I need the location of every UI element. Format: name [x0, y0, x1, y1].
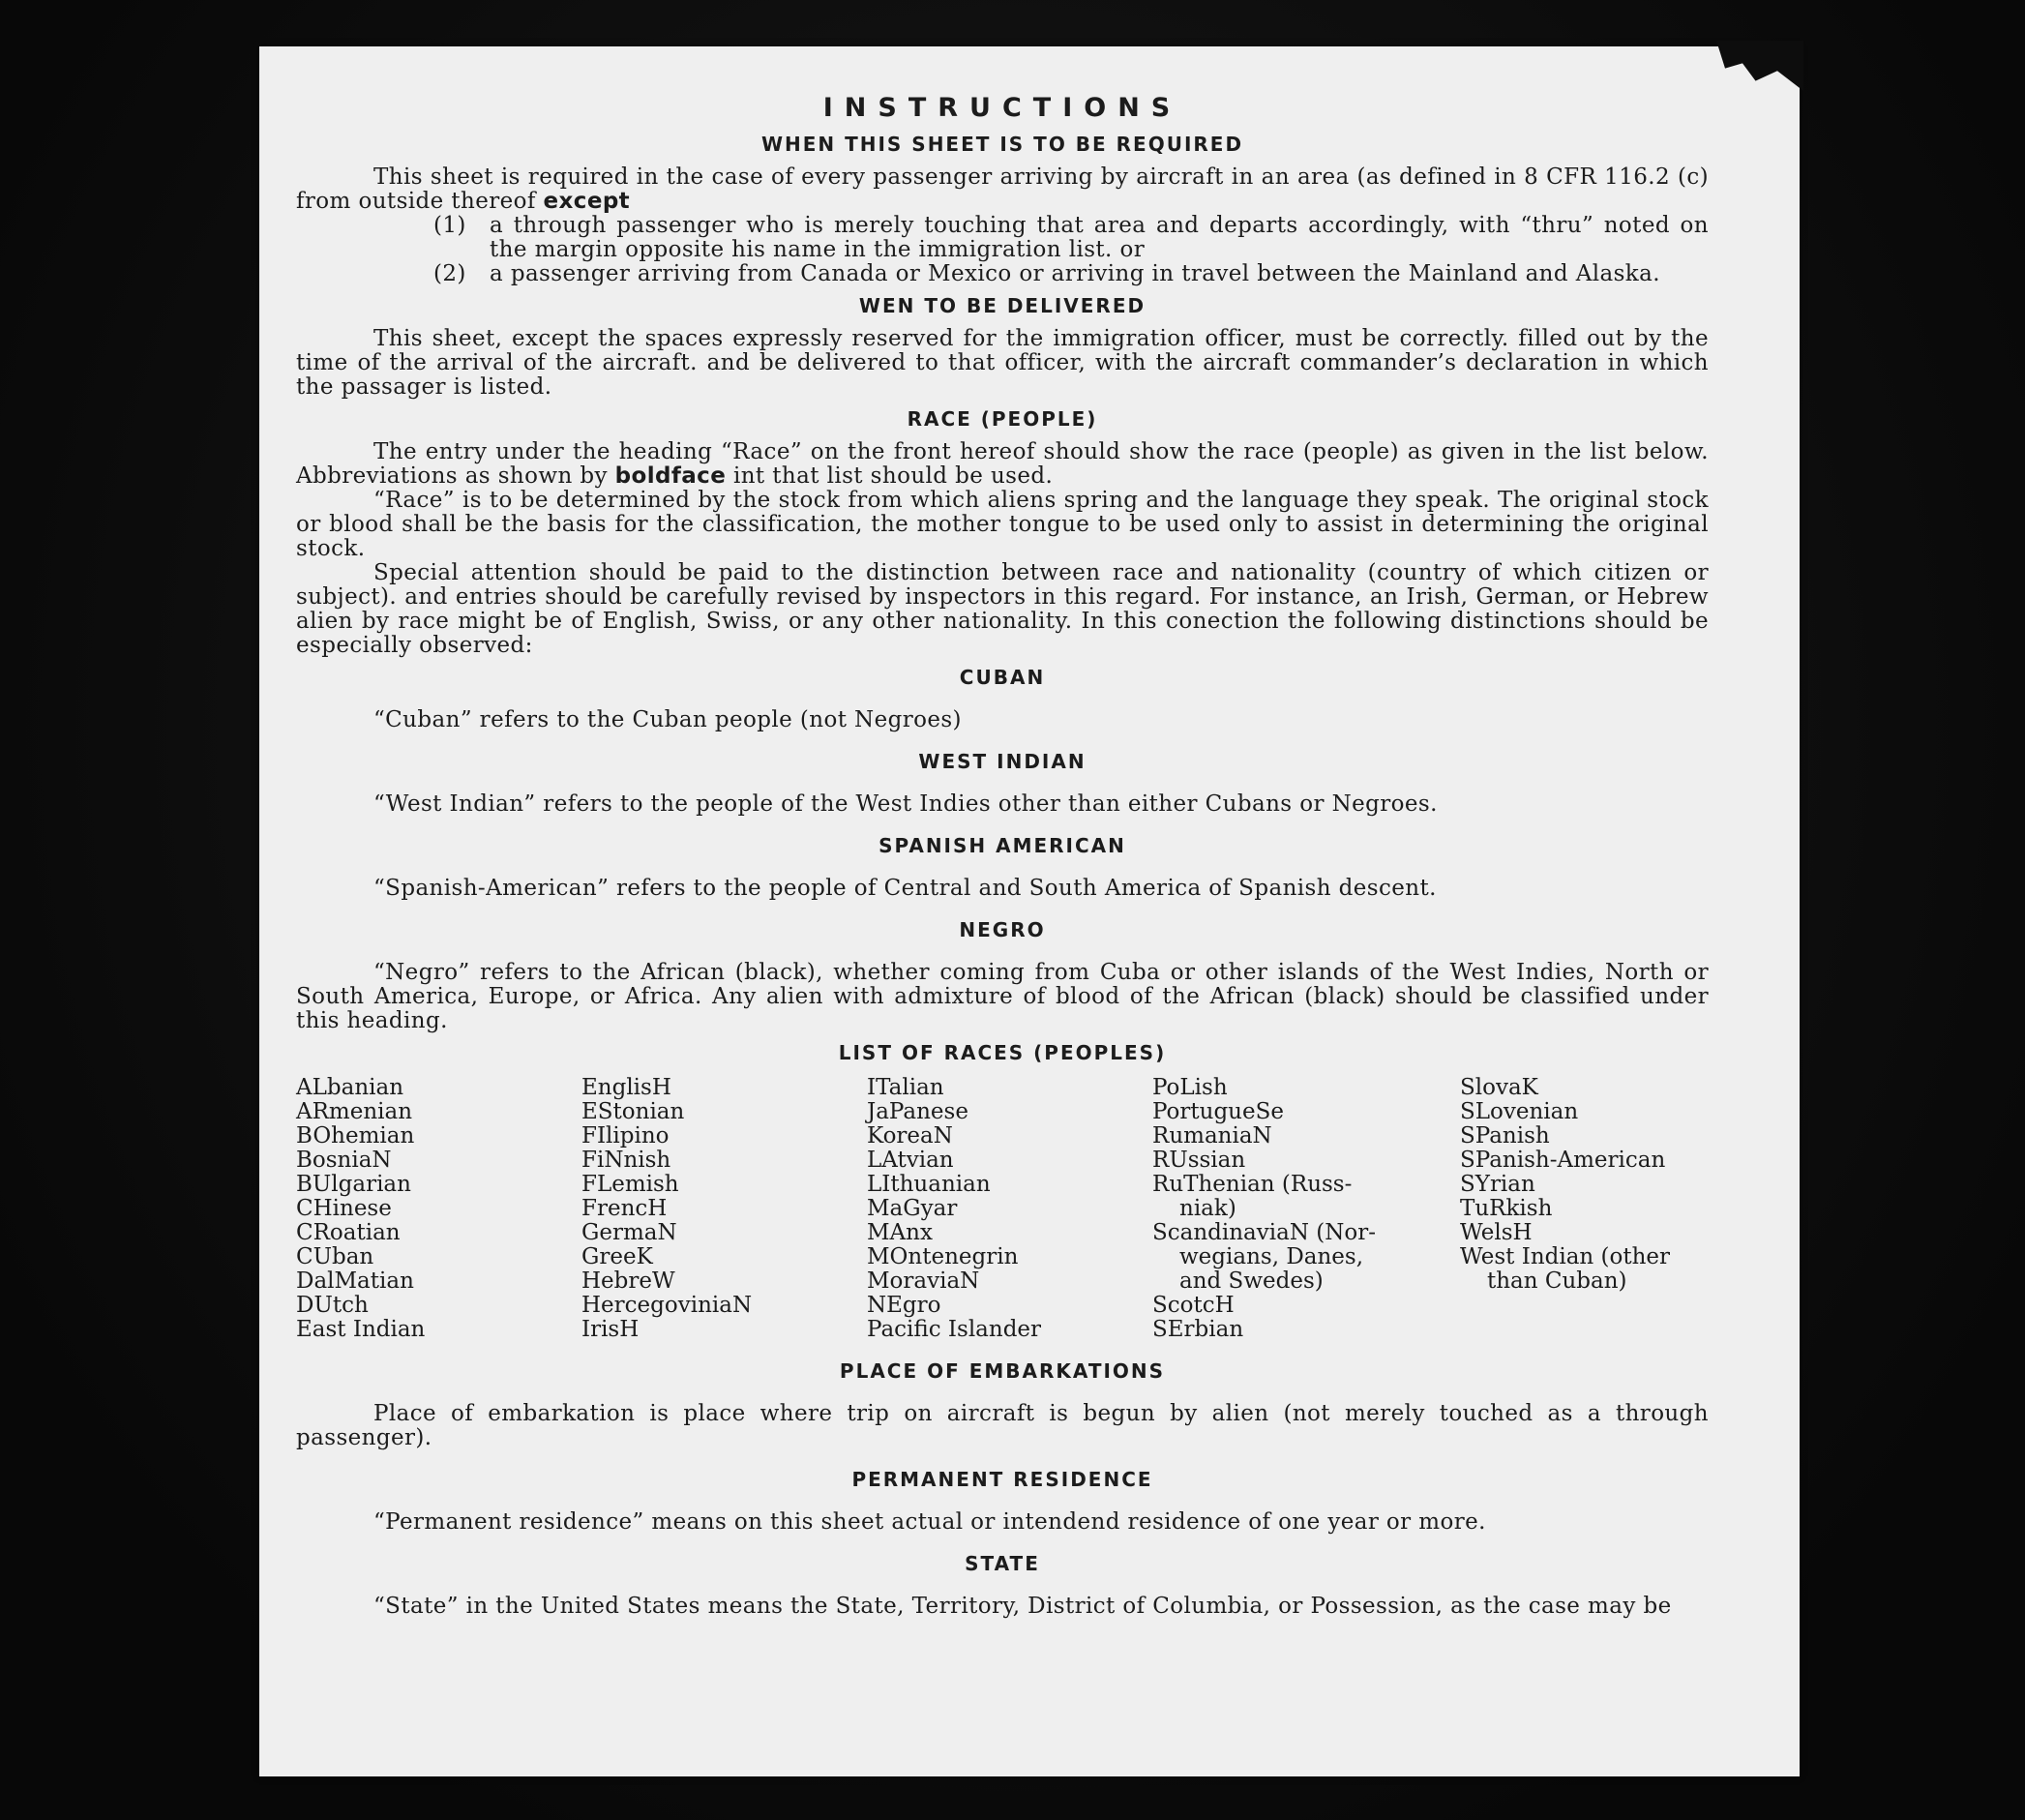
west-indian-text: “West Indian” refers to the people of the West Indies other than either Cubans or Negroes.: [373, 791, 1438, 817]
list-item: SYrian: [1460, 1172, 1535, 1197]
list-item: ITalian: [867, 1075, 944, 1100]
list-item: wegians, Danes,: [1179, 1244, 1364, 1269]
list-item: FrencH: [581, 1196, 668, 1221]
list-item: FIlipino: [581, 1123, 670, 1149]
list-item: EStonian: [581, 1099, 685, 1124]
race-paragraph-3: Special attention should be paid to the distinction between race and nationality (country of which citizen or subject). and entries should be carefully revised by inspectors in this regard. For instance, an Irish, German, or Hebrew alien by race might be of English, Swiss, or any other nationality. In this conection the following distinctions should be especially observed:: [296, 560, 1709, 658]
heading-west-indian: WEST INDIAN: [918, 750, 1087, 773]
heading-state: STATE: [965, 1552, 1040, 1575]
list-item: GermaN: [581, 1220, 677, 1245]
heading-delivered: WEN TO BE DELIVERED: [858, 294, 1147, 317]
heading-negro: NEGRO: [959, 918, 1046, 941]
races-column-5: [1460, 1076, 1712, 1342]
required-item-2: (2) a passenger arriving from Canada or Mexico or arriving in travel between the Mainland and Alaska.: [433, 261, 1660, 286]
list-item: IrisH: [581, 1317, 640, 1342]
list-item: SLovenian: [1460, 1099, 1579, 1124]
list-item: HercegoviniaN: [581, 1293, 753, 1318]
embarkation-text: Place of embarkation is place where trip on aircraft is begun by alien (not merely touched as a through passenger).: [296, 1401, 1709, 1450]
list-item: BOhemian: [296, 1123, 415, 1149]
list-item: CUban: [296, 1244, 374, 1269]
races-list: [296, 1076, 1709, 1342]
races-column-3: [867, 1076, 1152, 1342]
list-item: EnglisH: [581, 1075, 671, 1100]
list-item: PortugueSe: [1152, 1099, 1284, 1124]
negro-text: “Negro” refers to the African (black), whether coming from Cuba or other islands of the West Indies, North or South America, Europe, or Africa. Any alien with admixture of blood of the African (black) should be classified under this heading.: [296, 960, 1709, 1033]
list-item: MOntenegrin: [867, 1244, 1019, 1269]
required-intro: This sheet is required in the case of every passenger arriving by aircraft in an area (as defined in 8 CFR 116.2 (c) from outside thereof except: [296, 164, 1709, 214]
heading-cuban: CUBAN: [959, 666, 1046, 689]
list-item: ARmenian: [296, 1099, 413, 1124]
list-item: SlovaK: [1460, 1075, 1538, 1100]
list-item: CHinese: [296, 1196, 392, 1221]
list-item: West Indian (other: [1460, 1244, 1671, 1269]
heading-permanent-residence: PERMANENT RESIDENCE: [851, 1468, 1153, 1491]
list-item: JaPanese: [867, 1099, 968, 1124]
list-item: NEgro: [867, 1293, 941, 1318]
list-item: HebreW: [581, 1268, 675, 1294]
torn-corner: [1716, 41, 1803, 91]
races-column-1: [296, 1076, 581, 1342]
list-item: Pacific Islander: [867, 1317, 1042, 1342]
boldface-keyword: boldface: [614, 463, 727, 489]
list-item: RuThenian (Russ-: [1152, 1172, 1353, 1197]
list-item: DalMatian: [296, 1268, 414, 1294]
races-column-2: [581, 1076, 867, 1342]
residence-text: “Permanent residence” means on this sheet actual or intendend residence of one year or more.: [373, 1509, 1486, 1535]
delivered-text: This sheet, except the spaces expressly reserved for the immigration officer, must be correctly. filled out by the time of the arrival of the aircraft. and be delivered to that officer, with the aircraft commander’s declaration in which the passager is listed.: [296, 326, 1709, 400]
list-item: and Swedes): [1179, 1268, 1324, 1294]
list-item: TuRkish: [1460, 1196, 1553, 1221]
list-item: MaGyar: [867, 1196, 958, 1221]
list-item: PoLish: [1152, 1075, 1228, 1100]
list-item: MoraviaN: [867, 1268, 980, 1294]
list-item: WelsH: [1460, 1220, 1533, 1245]
page-title: INSTRUCTIONS: [822, 93, 1182, 123]
spanish-american-text: “Spanish-American” refers to the people of Central and South America of Spanish descent.: [373, 876, 1437, 901]
list-item: MAnx: [867, 1220, 933, 1245]
list-item: FLemish: [581, 1172, 679, 1197]
list-item: BUlgarian: [296, 1172, 411, 1197]
list-item: RumaniaN: [1152, 1123, 1272, 1149]
race-paragraph-1: The entry under the heading “Race” on the front hereof should show the race (people) as given in the list below. Abbreviations as shown by boldface int that list should be used.: [296, 439, 1709, 489]
list-item: ScandinaviaN (Nor-: [1152, 1220, 1376, 1245]
heading-required: WHEN THIS SHEET IS TO BE REQUIRED: [760, 133, 1244, 156]
list-item: East Indian: [296, 1317, 426, 1342]
races-column-4: [1152, 1076, 1460, 1342]
except-keyword: except: [543, 189, 631, 214]
list-item: SPanish: [1460, 1123, 1550, 1149]
list-item: SPanish-American: [1460, 1148, 1666, 1173]
list-item: BosniaN: [296, 1148, 392, 1173]
heading-spanish-american: SPANISH AMERICAN: [878, 834, 1126, 857]
list-item: ALbanian: [296, 1075, 404, 1100]
list-item: than Cuban): [1487, 1268, 1627, 1294]
heading-embarkation: PLACE OF EMBARKATIONS: [839, 1359, 1166, 1383]
heading-list-of-races: LIST OF RACES (PEOPLES): [838, 1041, 1167, 1064]
state-text: “State” in the United States means the State, Territory, District of Columbia, or Possession, as the case may be: [373, 1594, 1672, 1619]
list-item: GreeK: [581, 1244, 653, 1269]
list-item: SErbian: [1152, 1317, 1244, 1342]
list-item: niak): [1179, 1196, 1236, 1221]
list-item: CRoatian: [296, 1220, 401, 1245]
list-item: RUssian: [1152, 1148, 1246, 1173]
list-item: ScotcH: [1152, 1293, 1235, 1318]
required-item-1: (1) a through passenger who is merely touching that area and departs accordingly, with “thru” noted on the margin opposite his name in the immigration list. or: [433, 213, 1709, 262]
document-page: [259, 46, 1800, 1776]
list-item: LIthuanian: [867, 1172, 991, 1197]
race-paragraph-2: “Race” is to be determined by the stock from which aliens spring and the language they speak. The original stock or blood shall be the basis for the classification, the mother tongue to be used only to assist in determining the original stock.: [296, 488, 1709, 561]
cuban-text: “Cuban” refers to the Cuban people (not Negroes): [373, 707, 962, 732]
heading-race: RACE (PEOPLE): [907, 407, 1098, 431]
list-item: FiNnish: [581, 1148, 671, 1173]
document-content: [296, 93, 1709, 1757]
list-item: KoreaN: [867, 1123, 953, 1149]
list-item: LAtvian: [867, 1148, 954, 1173]
list-item: DUtch: [296, 1293, 369, 1318]
